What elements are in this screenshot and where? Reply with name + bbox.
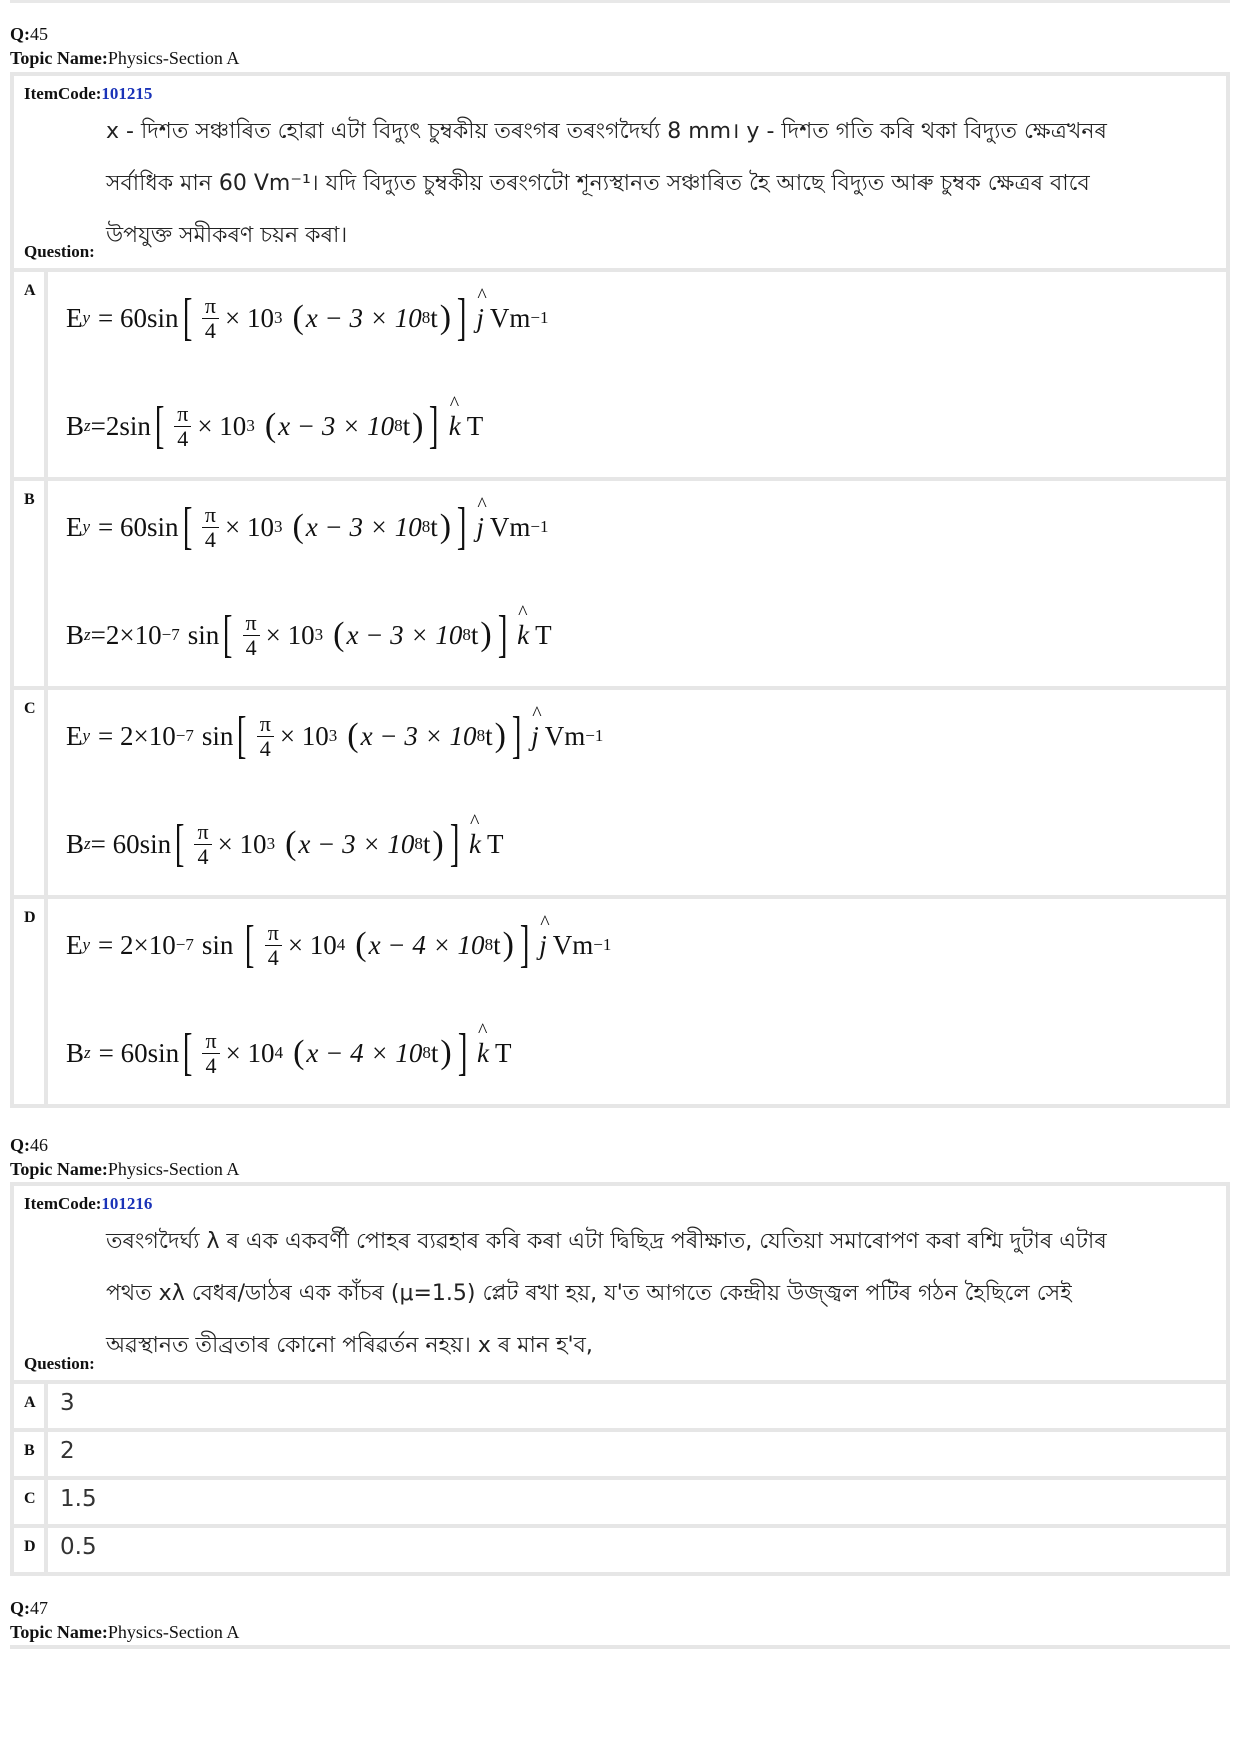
option-letter: D: [14, 899, 44, 1104]
option-a[interactable]: [14, 1384, 1226, 1428]
option-letter: A: [14, 272, 44, 477]
top-divider: [10, 0, 1230, 3]
question-card-45: [10, 72, 1230, 1108]
option-value: 3: [48, 1384, 1226, 1428]
option-d[interactable]: [14, 899, 1226, 1104]
option-letter: B: [14, 481, 44, 686]
question-row: [14, 76, 1226, 272]
electric-field-equation: E y = 60sin [ $\frac{\pi}{4}$ × 10 3 ( x − 3 × 10 8 t ) ] ^ j Vm −1: [66, 501, 549, 553]
magnetic-field-equation: B z = 60sin [ $\frac{\pi}{4}$ × 10 4 ( x − 4 × 10 8 t ) ] ^ k T: [66, 1027, 511, 1079]
option-body: [48, 272, 1226, 477]
question-label: Question:: [24, 242, 95, 261]
option-letter: D: [14, 1528, 44, 1572]
option-body: [48, 899, 1226, 1104]
question-text: x - দিশত সঞ্চাৰিত হোৱা এটা বিদ্যুৎ চুম্বকীয় তৰংগৰ তৰংগদৈৰ্ঘ্য 8 mm। y - দিশত গতি কৰি থকা বিদ্যুত ক্ষেত্ৰখনৰ সৰ্বাধিক মান 60 Vm⁻¹। যদি বিদ্যুত চুম্বকীয় তৰংগটো শূন্যস্থানত সঞ্চাৰিত হৈ আছে বিদ্যুত আৰু চুম্বক ক্ষেত্ৰৰ বাবে উপযুক্ত সমীকৰণ চয়ন কৰা।: [106, 119, 1107, 248]
question-header-45: Q:45 Topic Name:Physics-Section A: [10, 24, 240, 68]
option-letter: C: [14, 1480, 44, 1524]
option-value: 1.5: [48, 1480, 1226, 1524]
question-card-46: [10, 1182, 1230, 1576]
itemcode: ItemCode:101216: [24, 1194, 153, 1213]
option-body: [48, 690, 1226, 895]
option-body: [48, 481, 1226, 686]
magnetic-field-equation: B z =2sin [ $\frac{\pi}{4}$ × 10 3 ( x − 3 × 10 8 t ) ] ^ k T: [66, 400, 483, 452]
option-c[interactable]: [14, 1480, 1226, 1524]
option-b[interactable]: [14, 481, 1226, 686]
option-letter: A: [14, 1384, 44, 1428]
option-a[interactable]: [14, 272, 1226, 477]
electric-field-equation: E y = 2×10 −7 sin [ $\frac{\pi}{4}$ × 10 4 ( x − 4 × 10 8 t ) ] ^ j Vm −1: [66, 919, 611, 971]
option-value: 2: [48, 1432, 1226, 1476]
option-c[interactable]: [14, 690, 1226, 895]
question-text: তৰংগদৈৰ্ঘ্য λ ৰ এক একবৰ্ণী পোহৰ ব্যৱহাৰ কৰি কৰা এটা দ্বিছিদ্ৰ পৰীক্ষাত, যেতিয়া সমাৰোপণ কৰা ৰশ্মি দুটাৰ এটাৰ পথত xλ বেধৰ/ডাঠৰ এক কাঁচৰ (μ=1.5) প্লেট ৰখা হয়, য'ত আগতে কেন্দ্ৰীয় উজ্জ্বল পটিৰ গঠন হৈছিলে সেই অৱস্থানত তীব্ৰতাৰ কোনো পৰিৱৰ্তন নহয়। x ৰ মান হ'ব,: [106, 1229, 1107, 1358]
electric-field-equation: E y = 2×10 −7 sin [ $\frac{\pi}{4}$ × 10 3 ( x − 3 × 10 8 t ) ] ^ j Vm −1: [66, 710, 603, 762]
option-letter: B: [14, 1432, 44, 1476]
electric-field-equation: E y = 60sin [ $\frac{\pi}{4}$ × 10 3 ( x − 3 × 10 8 t ) ] ^ j Vm −1: [66, 292, 549, 344]
itemcode: ItemCode:101215: [24, 84, 153, 103]
option-value: 0.5: [48, 1528, 1226, 1572]
question-row: [14, 1186, 1226, 1384]
option-d[interactable]: [14, 1528, 1226, 1572]
card-top-edge: [10, 1645, 1230, 1649]
option-b[interactable]: [14, 1432, 1226, 1476]
question-label: Question:: [24, 1354, 95, 1373]
question-header-46: Q:46 Topic Name:Physics-Section A: [10, 1135, 240, 1179]
magnetic-field-equation: B z = 60sin [ $\frac{\pi}{4}$ × 10 3 ( x − 3 × 10 8 t ) ] ^ k T: [66, 818, 503, 870]
option-letter: C: [14, 690, 44, 895]
magnetic-field-equation: B z =2×10 −7 sin [ $\frac{\pi}{4}$ × 10 3 ( x − 3 × 10 8 t ) ] ^ k T: [66, 609, 552, 661]
question-header-47: Q:47 Topic Name:Physics-Section A: [10, 1598, 240, 1642]
